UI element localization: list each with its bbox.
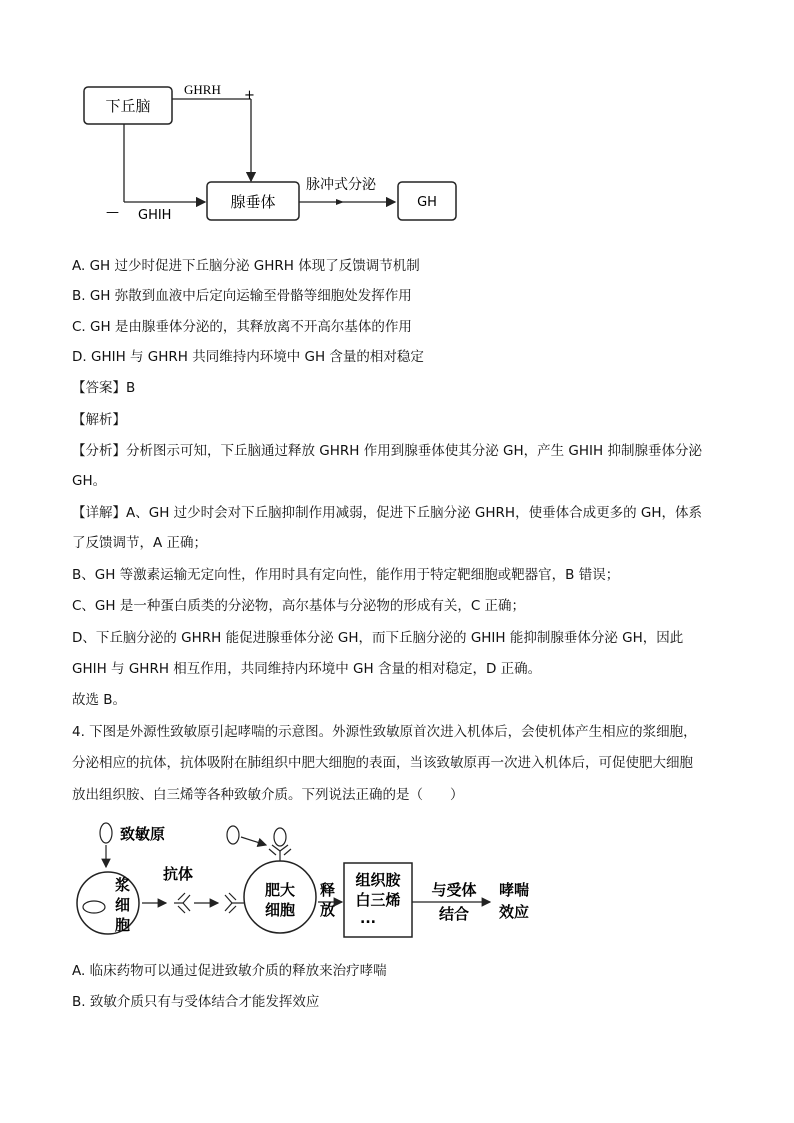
allergen-icon: [100, 823, 112, 843]
incoming-allergen-icon: [227, 826, 239, 844]
detail-line-3: B、GH 等激素运输无定向性，作用时具有定向性，能作用于特定靶细胞或靶器官，B 错误；: [72, 567, 620, 583]
release-label-2: 放: [320, 901, 336, 919]
q4-stem-line-1: 4. 下图是外源性致敏原引起哮喘的示意图。外源性致敏原首次进入机体后，会使机体产生相应的浆细胞，: [72, 724, 697, 740]
mast-label-2: 细胞: [264, 901, 296, 919]
gh-label: GH: [417, 195, 437, 210]
bind-label-1: 与受体: [431, 881, 477, 899]
q3-option-c: C. GH 是由腺垂体分泌的，其释放离不开高尔基体的作用: [72, 319, 412, 335]
etc-label: ...: [360, 911, 376, 927]
antibody-label: 抗体: [163, 865, 194, 883]
mast-receptor-left: [225, 893, 245, 913]
pulse-label: 脉冲式分泌: [306, 177, 376, 193]
release-label-1: 释: [320, 881, 336, 899]
detail-line-4: C、GH 是一种蛋白质类的分泌物，高尔基体与分泌物的形成有关，C 正确；: [72, 598, 526, 614]
antibody-icon: [174, 893, 190, 913]
gh-regulation-diagram: [70, 75, 470, 235]
q3-option-d: D. GHIH 与 GHRH 共同维持内环境中 GH 含量的相对稳定: [72, 349, 424, 365]
answer-line: 【答案】B: [72, 380, 136, 396]
plus-sign: +: [244, 88, 255, 103]
allergen-label: 致敏原: [120, 825, 166, 843]
hypothalamus-label: 下丘脑: [105, 97, 151, 115]
mast-receptor-top: [269, 845, 291, 861]
plasma-label-3: 胞: [115, 916, 131, 934]
pituitary-label: 腺垂体: [230, 193, 276, 211]
q4-option-b: B. 致敏介质只有与受体结合才能发挥效应: [72, 994, 320, 1010]
minus-sign: —: [106, 205, 119, 220]
plasma-label-1: 浆: [115, 876, 131, 894]
q4-stem-line-3: 放出组织胺、白三烯等各种致敏介质。下列说法正确的是（ ）: [72, 787, 464, 803]
analysis-line-1: 【分析】分析图示可知，下丘脑通过释放 GHRH 作用到腺垂体使其分泌 GH，产生 GHIH 抑制腺垂体分泌: [72, 443, 702, 459]
bound-allergen-icon: [274, 828, 286, 846]
q3-option-a: A. GH 过少时促进下丘脑分泌 GHRH 体现了反馈调节机制: [72, 258, 420, 274]
analysis-title: 【解析】: [72, 412, 126, 428]
detail-line-7: 故选 B。: [72, 692, 127, 708]
plasma-nucleus: [83, 901, 105, 913]
asthma-diagram: [70, 815, 540, 945]
mast-label-1: 肥大: [264, 881, 296, 899]
bind-label-2: 结合: [438, 905, 470, 923]
plasma-label-2: 细: [115, 896, 131, 914]
detail-line-1: 【详解】A、GH 过少时会对下丘脑抑制作用减弱，促进下丘脑分泌 GHRH，使垂体合成更多的 GH，体系: [72, 505, 702, 521]
analysis-line-2: GH。: [72, 473, 107, 489]
q4-stem-line-2: 分泌相应的抗体，抗体吸附在肺组织中肥大细胞的表面，当该致敏原再一次进入机体后，可促使肥大细胞: [72, 755, 693, 771]
histamine-label: 组织胺: [355, 871, 401, 889]
leukotriene-label: 白三烯: [355, 891, 401, 909]
q4-option-a: A. 临床药物可以通过促进致敏介质的释放来治疗哮喘: [72, 963, 387, 979]
ghih-label: GHIH: [138, 208, 172, 223]
effect-label-2: 效应: [498, 903, 530, 921]
ghrh-label: GHRH: [184, 82, 221, 97]
detail-line-2: 了反馈调节，A 正确；: [72, 535, 208, 551]
detail-line-5: D、下丘脑分泌的 GHRH 能促进腺垂体分泌 GH，而下丘脑分泌的 GHIH 能抑制腺垂体分泌 GH，因此: [72, 630, 684, 646]
q3-option-b: B. GH 弥散到血液中后定向运输至骨骼等细胞处发挥作用: [72, 288, 412, 304]
detail-line-6: GHIH 与 GHRH 相互作用，共同维持内环境中 GH 含量的相对稳定，D 正确。: [72, 661, 542, 677]
effect-label-1: 哮喘: [498, 881, 530, 899]
